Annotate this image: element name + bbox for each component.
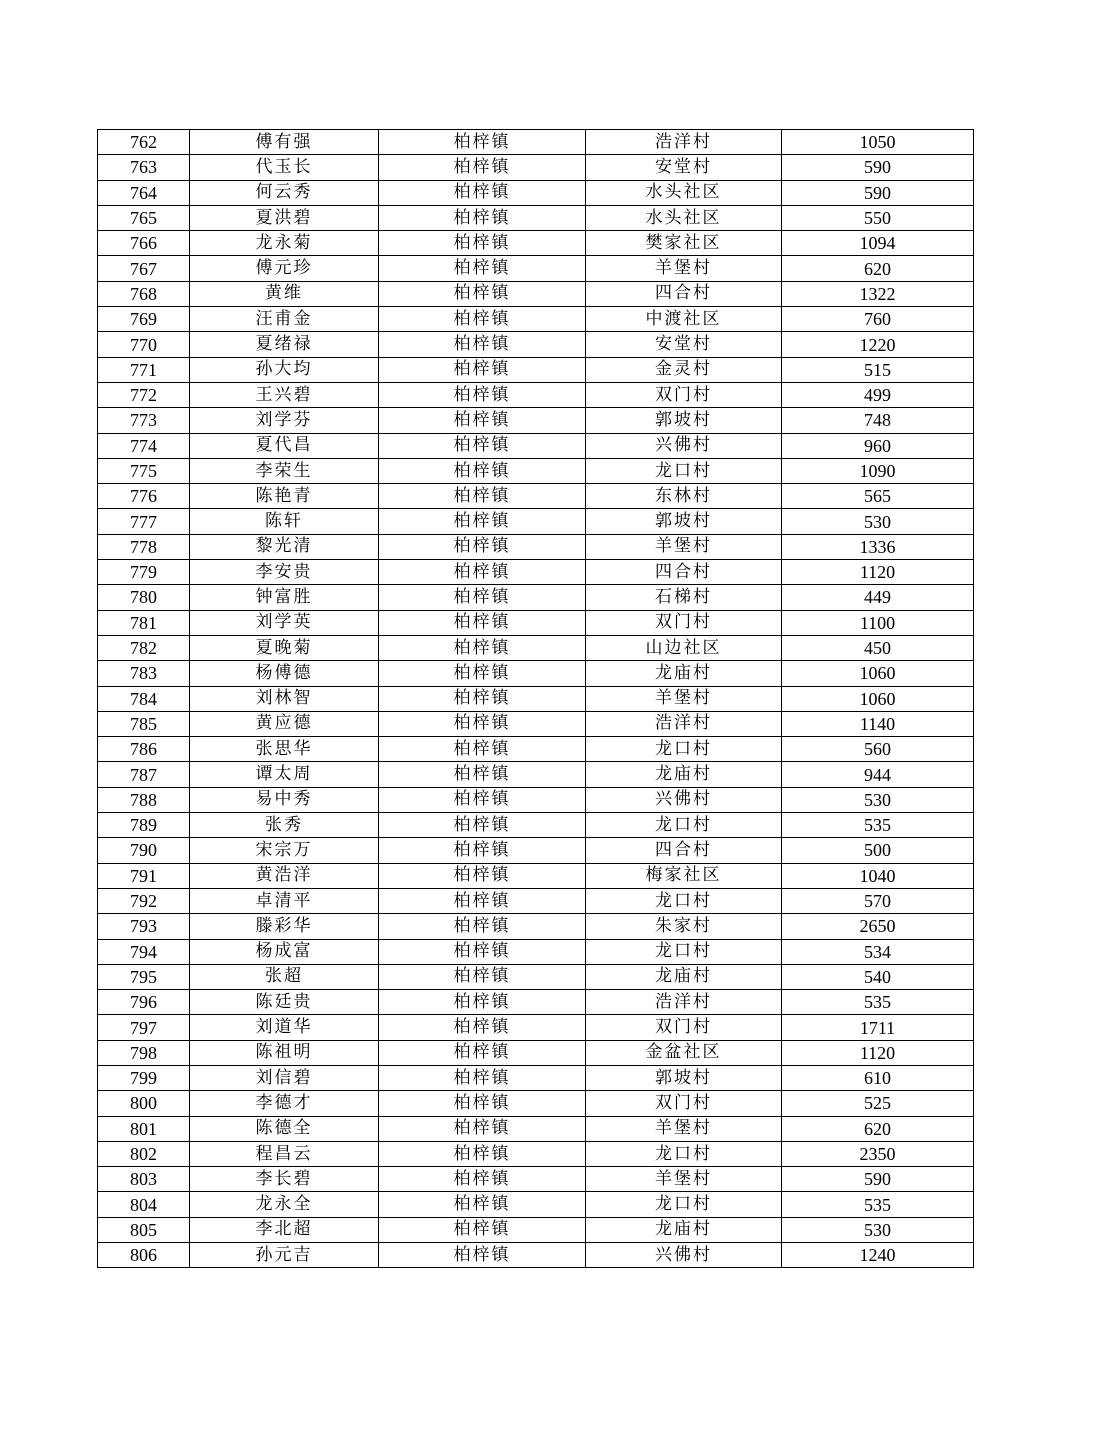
name-cell: 刘信碧: [190, 1065, 379, 1090]
amount-cell: 540: [782, 964, 974, 989]
row-number-cell: 780: [98, 585, 190, 610]
table-row: [98, 787, 974, 812]
town-cell: 柏梓镇: [379, 711, 586, 736]
village-cell: 龙庙村: [586, 661, 782, 686]
town-cell: 柏梓镇: [379, 155, 586, 180]
amount-cell: 499: [782, 382, 974, 407]
town-cell: 柏梓镇: [379, 964, 586, 989]
name-cell: 代玉长: [190, 155, 379, 180]
table-row: [98, 458, 974, 483]
amount-cell: 1120: [782, 1040, 974, 1065]
village-cell: 石梯村: [586, 585, 782, 610]
amount-cell: 535: [782, 1192, 974, 1217]
name-cell: 黎光清: [190, 534, 379, 559]
town-cell: 柏梓镇: [379, 357, 586, 382]
village-cell: 水头社区: [586, 180, 782, 205]
row-number-cell: 804: [98, 1192, 190, 1217]
village-cell: 山边社区: [586, 635, 782, 660]
table-row: [98, 711, 974, 736]
row-number-cell: 796: [98, 990, 190, 1015]
town-cell: 柏梓镇: [379, 661, 586, 686]
village-cell: 四合村: [586, 838, 782, 863]
amount-cell: 1336: [782, 534, 974, 559]
row-number-cell: 769: [98, 307, 190, 332]
village-cell: 浩洋村: [586, 990, 782, 1015]
town-cell: 柏梓镇: [379, 205, 586, 230]
town-cell: 柏梓镇: [379, 1192, 586, 1217]
table-row: [98, 433, 974, 458]
name-cell: 陈德全: [190, 1116, 379, 1141]
amount-cell: 500: [782, 838, 974, 863]
name-cell: 孙元吉: [190, 1243, 379, 1268]
village-cell: 龙口村: [586, 1192, 782, 1217]
town-cell: 柏梓镇: [379, 1243, 586, 1268]
town-cell: 柏梓镇: [379, 610, 586, 635]
village-cell: 龙口村: [586, 1141, 782, 1166]
name-cell: 刘学芬: [190, 408, 379, 433]
row-number-cell: 764: [98, 180, 190, 205]
row-number-cell: 772: [98, 382, 190, 407]
row-number-cell: 766: [98, 231, 190, 256]
row-number-cell: 805: [98, 1217, 190, 1242]
village-cell: 龙庙村: [586, 762, 782, 787]
name-cell: 龙永菊: [190, 231, 379, 256]
village-cell: 龙口村: [586, 813, 782, 838]
amount-cell: 1060: [782, 661, 974, 686]
village-cell: 双门村: [586, 382, 782, 407]
table-row: [98, 256, 974, 281]
name-cell: 夏晚菊: [190, 635, 379, 660]
village-cell: 东林村: [586, 484, 782, 509]
amount-cell: 1220: [782, 332, 974, 357]
row-number-cell: 792: [98, 888, 190, 913]
town-cell: 柏梓镇: [379, 458, 586, 483]
town-cell: 柏梓镇: [379, 484, 586, 509]
village-cell: 金灵村: [586, 357, 782, 382]
name-cell: 滕彩华: [190, 914, 379, 939]
town-cell: 柏梓镇: [379, 560, 586, 585]
row-number-cell: 781: [98, 610, 190, 635]
amount-cell: 560: [782, 737, 974, 762]
town-cell: 柏梓镇: [379, 686, 586, 711]
name-cell: 杨傅德: [190, 661, 379, 686]
village-cell: 四合村: [586, 281, 782, 306]
row-number-cell: 773: [98, 408, 190, 433]
town-cell: 柏梓镇: [379, 990, 586, 1015]
table-row: [98, 964, 974, 989]
village-cell: 安堂村: [586, 332, 782, 357]
town-cell: 柏梓镇: [379, 737, 586, 762]
row-number-cell: 798: [98, 1040, 190, 1065]
village-cell: 双门村: [586, 1091, 782, 1116]
town-cell: 柏梓镇: [379, 1065, 586, 1090]
town-cell: 柏梓镇: [379, 1116, 586, 1141]
row-number-cell: 784: [98, 686, 190, 711]
amount-cell: 1094: [782, 231, 974, 256]
village-cell: 龙口村: [586, 939, 782, 964]
row-number-cell: 790: [98, 838, 190, 863]
name-cell: 刘道华: [190, 1015, 379, 1040]
town-cell: 柏梓镇: [379, 863, 586, 888]
name-cell: 李北超: [190, 1217, 379, 1242]
amount-cell: 590: [782, 155, 974, 180]
amount-cell: 760: [782, 307, 974, 332]
row-number-cell: 786: [98, 737, 190, 762]
amount-cell: 1090: [782, 458, 974, 483]
name-cell: 钟富胜: [190, 585, 379, 610]
amount-cell: 748: [782, 408, 974, 433]
amount-cell: 1322: [782, 281, 974, 306]
table-row: [98, 1217, 974, 1242]
amount-cell: 530: [782, 509, 974, 534]
name-cell: 黄应德: [190, 711, 379, 736]
village-cell: 兴佛村: [586, 787, 782, 812]
table-row: [98, 1040, 974, 1065]
table-row: [98, 1065, 974, 1090]
row-number-cell: 797: [98, 1015, 190, 1040]
table-row: [98, 863, 974, 888]
village-cell: 四合村: [586, 560, 782, 585]
village-cell: 龙口村: [586, 888, 782, 913]
town-cell: 柏梓镇: [379, 787, 586, 812]
table-row: [98, 1141, 974, 1166]
village-cell: 浩洋村: [586, 130, 782, 155]
village-cell: 郭坡村: [586, 509, 782, 534]
table-row: [98, 610, 974, 635]
table-row: [98, 838, 974, 863]
table-row: [98, 408, 974, 433]
town-cell: 柏梓镇: [379, 1167, 586, 1192]
village-cell: 兴佛村: [586, 433, 782, 458]
row-number-cell: 800: [98, 1091, 190, 1116]
roster-table-body: [98, 130, 974, 1268]
row-number-cell: 802: [98, 1141, 190, 1166]
row-number-cell: 776: [98, 484, 190, 509]
town-cell: 柏梓镇: [379, 408, 586, 433]
village-cell: 龙庙村: [586, 964, 782, 989]
name-cell: 卓清平: [190, 888, 379, 913]
village-cell: 羊堡村: [586, 256, 782, 281]
town-cell: 柏梓镇: [379, 231, 586, 256]
amount-cell: 1711: [782, 1015, 974, 1040]
table-row: [98, 939, 974, 964]
village-cell: 安堂村: [586, 155, 782, 180]
amount-cell: 620: [782, 1116, 974, 1141]
name-cell: 傅有强: [190, 130, 379, 155]
table-row: [98, 762, 974, 787]
town-cell: 柏梓镇: [379, 509, 586, 534]
name-cell: 陈轩: [190, 509, 379, 534]
amount-cell: 565: [782, 484, 974, 509]
row-number-cell: 777: [98, 509, 190, 534]
town-cell: 柏梓镇: [379, 307, 586, 332]
row-number-cell: 782: [98, 635, 190, 660]
name-cell: 李长碧: [190, 1167, 379, 1192]
amount-cell: 535: [782, 813, 974, 838]
table-row: [98, 635, 974, 660]
amount-cell: 525: [782, 1091, 974, 1116]
table-row: [98, 332, 974, 357]
row-number-cell: 791: [98, 863, 190, 888]
name-cell: 夏洪碧: [190, 205, 379, 230]
table-row: [98, 205, 974, 230]
table-row: [98, 1243, 974, 1268]
village-cell: 龙口村: [586, 458, 782, 483]
table-row: [98, 585, 974, 610]
row-number-cell: 765: [98, 205, 190, 230]
village-cell: 金盆社区: [586, 1040, 782, 1065]
row-number-cell: 778: [98, 534, 190, 559]
table-row: [98, 1116, 974, 1141]
amount-cell: 530: [782, 787, 974, 812]
amount-cell: 1100: [782, 610, 974, 635]
table-row: [98, 888, 974, 913]
village-cell: 羊堡村: [586, 686, 782, 711]
name-cell: 刘林智: [190, 686, 379, 711]
name-cell: 张秀: [190, 813, 379, 838]
name-cell: 程昌云: [190, 1141, 379, 1166]
name-cell: 李荣生: [190, 458, 379, 483]
amount-cell: 590: [782, 180, 974, 205]
amount-cell: 450: [782, 635, 974, 660]
table-row: [98, 560, 974, 585]
row-number-cell: 779: [98, 560, 190, 585]
table-row: [98, 990, 974, 1015]
town-cell: 柏梓镇: [379, 888, 586, 913]
amount-cell: 1060: [782, 686, 974, 711]
amount-cell: 535: [782, 990, 974, 1015]
row-number-cell: 785: [98, 711, 190, 736]
town-cell: 柏梓镇: [379, 433, 586, 458]
village-cell: 朱家村: [586, 914, 782, 939]
table-row: [98, 130, 974, 155]
town-cell: 柏梓镇: [379, 635, 586, 660]
name-cell: 孙大均: [190, 357, 379, 382]
table-row: [98, 813, 974, 838]
table-row: [98, 1192, 974, 1217]
amount-cell: 2350: [782, 1141, 974, 1166]
table-row: [98, 382, 974, 407]
town-cell: 柏梓镇: [379, 813, 586, 838]
amount-cell: 1040: [782, 863, 974, 888]
table-row: [98, 1167, 974, 1192]
village-cell: 龙口村: [586, 737, 782, 762]
town-cell: 柏梓镇: [379, 534, 586, 559]
name-cell: 陈祖明: [190, 1040, 379, 1065]
village-cell: 浩洋村: [586, 711, 782, 736]
table-row: [98, 686, 974, 711]
town-cell: 柏梓镇: [379, 1040, 586, 1065]
village-cell: 双门村: [586, 1015, 782, 1040]
town-cell: 柏梓镇: [379, 1091, 586, 1116]
name-cell: 汪甫金: [190, 307, 379, 332]
row-number-cell: 768: [98, 281, 190, 306]
village-cell: 羊堡村: [586, 1167, 782, 1192]
row-number-cell: 763: [98, 155, 190, 180]
name-cell: 夏绪禄: [190, 332, 379, 357]
table-row: [98, 1091, 974, 1116]
row-number-cell: 783: [98, 661, 190, 686]
row-number-cell: 767: [98, 256, 190, 281]
amount-cell: 590: [782, 1167, 974, 1192]
name-cell: 龙永全: [190, 1192, 379, 1217]
town-cell: 柏梓镇: [379, 180, 586, 205]
name-cell: 王兴碧: [190, 382, 379, 407]
row-number-cell: 770: [98, 332, 190, 357]
town-cell: 柏梓镇: [379, 585, 586, 610]
row-number-cell: 799: [98, 1065, 190, 1090]
row-number-cell: 801: [98, 1116, 190, 1141]
name-cell: 黄浩洋: [190, 863, 379, 888]
table-row: [98, 357, 974, 382]
row-number-cell: 789: [98, 813, 190, 838]
amount-cell: 610: [782, 1065, 974, 1090]
town-cell: 柏梓镇: [379, 914, 586, 939]
name-cell: 李德才: [190, 1091, 379, 1116]
village-cell: 中渡社区: [586, 307, 782, 332]
row-number-cell: 794: [98, 939, 190, 964]
name-cell: 夏代昌: [190, 433, 379, 458]
village-cell: 羊堡村: [586, 534, 782, 559]
amount-cell: 515: [782, 357, 974, 382]
table-row: [98, 484, 974, 509]
amount-cell: 1050: [782, 130, 974, 155]
amount-cell: 534: [782, 939, 974, 964]
name-cell: 陈廷贵: [190, 990, 379, 1015]
row-number-cell: 803: [98, 1167, 190, 1192]
name-cell: 谭太周: [190, 762, 379, 787]
table-row: [98, 509, 974, 534]
row-number-cell: 795: [98, 964, 190, 989]
town-cell: 柏梓镇: [379, 939, 586, 964]
table-row: [98, 155, 974, 180]
row-number-cell: 788: [98, 787, 190, 812]
town-cell: 柏梓镇: [379, 1015, 586, 1040]
name-cell: 张思华: [190, 737, 379, 762]
row-number-cell: 771: [98, 357, 190, 382]
name-cell: 李安贵: [190, 560, 379, 585]
amount-cell: 944: [782, 762, 974, 787]
amount-cell: 550: [782, 205, 974, 230]
village-cell: 羊堡村: [586, 1116, 782, 1141]
town-cell: 柏梓镇: [379, 1217, 586, 1242]
village-cell: 兴佛村: [586, 1243, 782, 1268]
amount-cell: 2650: [782, 914, 974, 939]
table-row: [98, 914, 974, 939]
name-cell: 宋宗万: [190, 838, 379, 863]
village-cell: 水头社区: [586, 205, 782, 230]
table-row: [98, 737, 974, 762]
table-row: [98, 1015, 974, 1040]
amount-cell: 620: [782, 256, 974, 281]
amount-cell: 530: [782, 1217, 974, 1242]
row-number-cell: 762: [98, 130, 190, 155]
table-row: [98, 661, 974, 686]
name-cell: 刘学英: [190, 610, 379, 635]
name-cell: 陈艳青: [190, 484, 379, 509]
town-cell: 柏梓镇: [379, 1141, 586, 1166]
row-number-cell: 793: [98, 914, 190, 939]
town-cell: 柏梓镇: [379, 382, 586, 407]
name-cell: 张超: [190, 964, 379, 989]
town-cell: 柏梓镇: [379, 281, 586, 306]
village-cell: 郭坡村: [586, 408, 782, 433]
table-row: [98, 231, 974, 256]
name-cell: 何云秀: [190, 180, 379, 205]
row-number-cell: 806: [98, 1243, 190, 1268]
amount-cell: 449: [782, 585, 974, 610]
town-cell: 柏梓镇: [379, 332, 586, 357]
name-cell: 杨成富: [190, 939, 379, 964]
name-cell: 傅元珍: [190, 256, 379, 281]
amount-cell: 960: [782, 433, 974, 458]
village-cell: 梅家社区: [586, 863, 782, 888]
row-number-cell: 787: [98, 762, 190, 787]
table-row: [98, 307, 974, 332]
village-cell: 樊家社区: [586, 231, 782, 256]
table-row: [98, 281, 974, 306]
roster-table: [97, 129, 974, 1268]
town-cell: 柏梓镇: [379, 130, 586, 155]
name-cell: 易中秀: [190, 787, 379, 812]
table-row: [98, 180, 974, 205]
town-cell: 柏梓镇: [379, 256, 586, 281]
amount-cell: 570: [782, 888, 974, 913]
town-cell: 柏梓镇: [379, 838, 586, 863]
village-cell: 龙庙村: [586, 1217, 782, 1242]
village-cell: 郭坡村: [586, 1065, 782, 1090]
row-number-cell: 775: [98, 458, 190, 483]
town-cell: 柏梓镇: [379, 762, 586, 787]
table-row: [98, 534, 974, 559]
name-cell: 黄维: [190, 281, 379, 306]
amount-cell: 1140: [782, 711, 974, 736]
amount-cell: 1240: [782, 1243, 974, 1268]
row-number-cell: 774: [98, 433, 190, 458]
village-cell: 双门村: [586, 610, 782, 635]
amount-cell: 1120: [782, 560, 974, 585]
